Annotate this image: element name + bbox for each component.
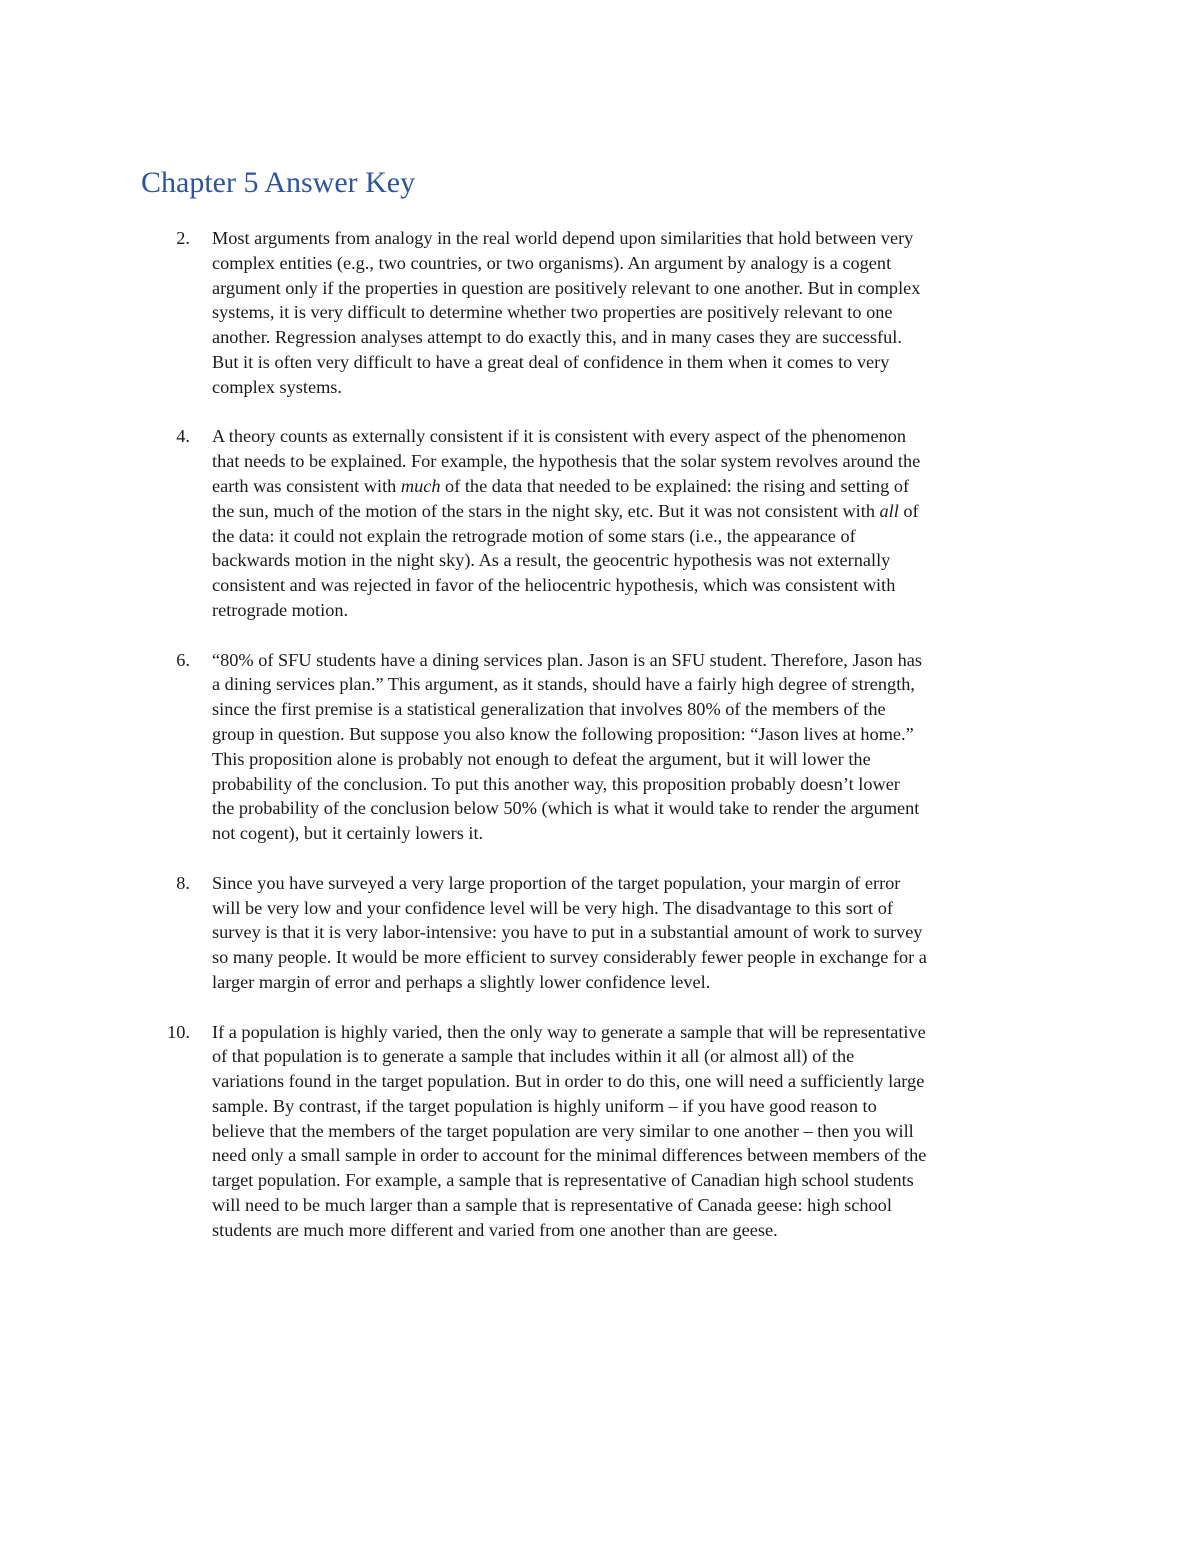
answer-line: probability of the conclusion. To put this another way, this proposition probably doesn’t lower bbox=[212, 773, 900, 794]
answer-number: 4. bbox=[176, 426, 190, 447]
answer-line: retrograde motion. bbox=[212, 599, 349, 620]
answer-text-run: of the data that needed to be explained: the rising and setting of bbox=[440, 475, 910, 496]
answer-line: of that population is to generate a sample that includes within it all (or almost all) of the bbox=[212, 1046, 855, 1067]
answer-line: sample. By contrast, if the target population is highly uniform – if you have good reason to bbox=[212, 1095, 877, 1116]
answer-line: “80% of SFU students have a dining services plan. Jason is an SFU student. Therefore, Jason has bbox=[212, 649, 922, 670]
answer-line: If a population is highly varied, then the only way to generate a sample that will be representative bbox=[212, 1021, 926, 1042]
answer-text-run: earth was consistent with bbox=[212, 475, 401, 496]
answer-line: need only a small sample in order to account for the minimal differences between members of the bbox=[212, 1145, 927, 1166]
answer-item-4 bbox=[0, 424, 1200, 622]
answer-line bbox=[212, 499, 1064, 524]
answer-line: since the first premise is a statistical generalization that involves 80% of the members of the bbox=[212, 699, 886, 720]
answer-line: the probability of the conclusion below 50% (which is what it would take to render the argument bbox=[212, 798, 920, 819]
answer-item-2 bbox=[0, 226, 1200, 400]
answer-line: This proposition alone is probably not enough to defeat the argument, but it will lower the bbox=[212, 748, 871, 769]
answer-line: complex systems. bbox=[212, 376, 342, 397]
answer-line: consistent and was rejected in favor of the heliocentric hypothesis, which was consistent with bbox=[212, 575, 896, 596]
answer-line: But it is often very difficult to have a great deal of confidence in them when it comes to very bbox=[212, 351, 890, 372]
answer-item-6 bbox=[0, 648, 1200, 846]
answer-text bbox=[212, 871, 1064, 995]
answer-line: target population. For example, a sample that is representative of Canadian high school students bbox=[212, 1170, 914, 1191]
answer-text bbox=[212, 648, 1064, 846]
answer-line: backwards motion in the night sky). As a result, the geocentric hypothesis was not externally bbox=[212, 550, 891, 571]
answer-line: that needs to be explained. For example, the hypothesis that the solar system revolves around the bbox=[212, 451, 921, 472]
answer-line: argument only if the properties in question are positively relevant to one another. But in complex bbox=[212, 277, 921, 298]
answer-line: variations found in the target population. But in order to do this, one will need a sufficiently large bbox=[212, 1071, 925, 1092]
answer-line: so many people. It would be more efficient to survey considerably fewer people in exchange for a bbox=[212, 947, 927, 968]
answer-list bbox=[0, 226, 1200, 1267]
answer-line: larger margin of error and perhaps a slightly lower confidence level. bbox=[212, 971, 711, 992]
answer-line: the data: it could not explain the retrograde motion of some stars (i.e., the appearance of bbox=[212, 525, 856, 546]
answer-line: survey is that it is very labor-intensive: you have to put in a substantial amount of work to survey bbox=[212, 922, 923, 943]
answer-item-8 bbox=[0, 871, 1200, 995]
answer-line: will be very low and your confidence level will be very high. The disadvantage to this sort of bbox=[212, 897, 893, 918]
answer-text-run: of bbox=[898, 500, 919, 521]
answer-line: A theory counts as externally consistent if it is consistent with every aspect of the phenomenon bbox=[212, 426, 907, 447]
answer-text bbox=[212, 424, 1064, 622]
answer-line: Most arguments from analogy in the real world depend upon similarities that hold between very bbox=[212, 228, 914, 248]
emphasis-all: all bbox=[879, 500, 899, 521]
answer-line: group in question. But suppose you also know the following proposition: “Jason lives at home.” bbox=[212, 723, 914, 744]
answer-line: systems, it is very difficult to determine whether two properties are positively relevant to one bbox=[212, 302, 893, 323]
answer-number: 2. bbox=[176, 228, 190, 248]
page-title: Chapter 5 Answer Key bbox=[141, 166, 416, 199]
answer-text bbox=[212, 1020, 1064, 1243]
answer-number: 6. bbox=[176, 649, 190, 670]
answer-line: not cogent), but it certainly lowers it. bbox=[212, 823, 484, 844]
answer-line: will need to be much larger than a sample that is representative of Canada geese: high school bbox=[212, 1195, 892, 1216]
emphasis-much: much bbox=[400, 475, 441, 496]
answer-number: 10. bbox=[167, 1021, 190, 1042]
answer-line bbox=[212, 474, 1064, 499]
answer-line: Since you have surveyed a very large proportion of the target population, your margin of error bbox=[212, 872, 901, 893]
answer-item-10 bbox=[0, 1020, 1200, 1243]
answer-line: another. Regression analyses attempt to do exactly this, and in many cases they are successful. bbox=[212, 327, 902, 348]
answer-line: a dining services plan.” This argument, as it stands, should have a fairly high degree of strength, bbox=[212, 674, 915, 695]
answer-line: complex entities (e.g., two countries, or two organisms). An argument by analogy is a cogent bbox=[212, 252, 892, 273]
answer-line: students are much more different and varied from one another than are geese. bbox=[212, 1219, 778, 1240]
answer-number: 8. bbox=[176, 872, 190, 893]
answer-line: believe that the members of the target population are very similar to one another – then you will bbox=[212, 1120, 914, 1141]
answer-text-run: the sun, much of the motion of the stars in the night sky, etc. But it was not consistent with bbox=[212, 500, 880, 521]
answer-text bbox=[212, 226, 1064, 400]
